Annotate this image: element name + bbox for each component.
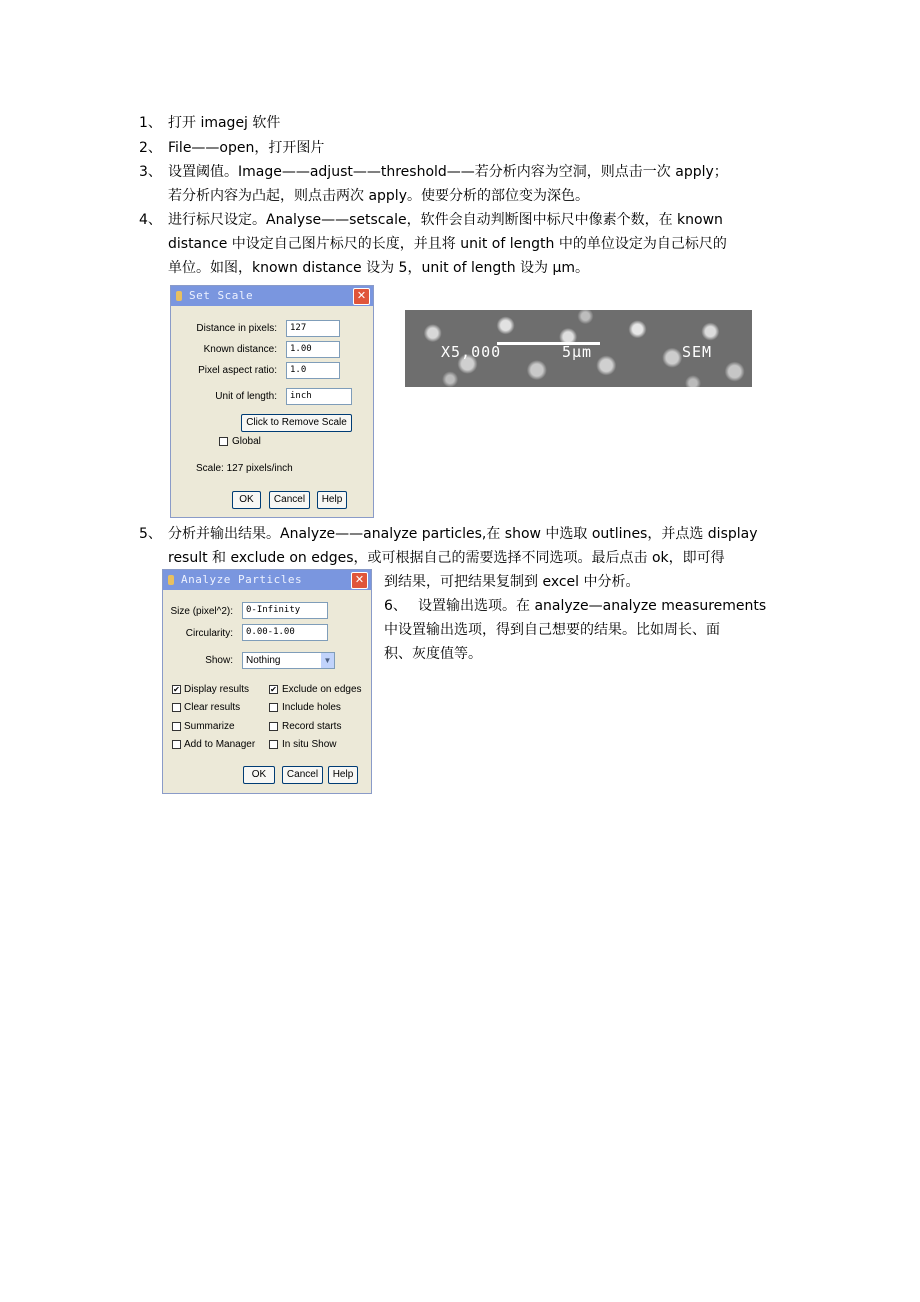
step-2-number: 2、 bbox=[139, 140, 162, 156]
aspect-ratio-field[interactable]: 1.0 bbox=[286, 362, 340, 379]
aspect-ratio-label: Pixel aspect ratio: bbox=[198, 365, 277, 376]
summarize-label: Summarize bbox=[184, 721, 235, 732]
add-to-manager-label: Add to Manager bbox=[184, 739, 256, 750]
exclude-on-edges-checkbox[interactable]: ✔ bbox=[270, 685, 277, 694]
ok-button[interactable]: OK bbox=[232, 491, 261, 509]
step-4-text-line2: distance 中设定自己图片标尺的长度，并且将 unit of length 中的单位设定为自己标尺的 bbox=[168, 236, 727, 252]
sem-magnification: X5,000 bbox=[441, 343, 502, 361]
chevron-down-icon: ▼ bbox=[321, 653, 334, 668]
step-6-text-line3: 积、灰度值等。 bbox=[384, 646, 482, 662]
show-select-value: Nothing bbox=[246, 655, 281, 666]
step-1-number: 1、 bbox=[139, 115, 162, 131]
analyze-particles-dialog bbox=[162, 569, 372, 794]
sem-image bbox=[405, 310, 752, 387]
analyze-particles-titlebar[interactable] bbox=[163, 570, 371, 590]
display-results-label: Display results bbox=[184, 684, 250, 695]
record-starts-checkbox[interactable] bbox=[269, 722, 278, 731]
global-checkbox[interactable] bbox=[219, 437, 228, 446]
unit-field[interactable]: inch bbox=[286, 388, 352, 405]
step-1-text: 打开 imagej 软件 bbox=[168, 115, 281, 131]
cancel-button[interactable]: Cancel bbox=[282, 766, 323, 784]
set-scale-dialog bbox=[170, 285, 374, 518]
help-button[interactable]: Help bbox=[317, 491, 347, 509]
in-situ-show-checkbox[interactable] bbox=[269, 740, 278, 749]
step-5-text-line1: 分析并输出结果。Analyze——analyze particles,在 show 中选取 outlines，并点选 display bbox=[168, 526, 758, 542]
summarize-checkbox[interactable] bbox=[172, 722, 181, 731]
record-starts-label: Record starts bbox=[282, 721, 342, 732]
remove-scale-button[interactable]: Click to Remove Scale bbox=[241, 414, 352, 432]
java-icon bbox=[168, 575, 174, 585]
step-4-text-line3: 单位。如图，known distance 设为 5，unit of length 设为 μm。 bbox=[168, 260, 590, 276]
size-field[interactable]: 0-Infinity bbox=[242, 602, 328, 619]
show-select[interactable] bbox=[242, 652, 335, 669]
close-icon[interactable]: ✕ bbox=[353, 288, 370, 305]
step-2-text: File——open，打开图片 bbox=[168, 140, 325, 156]
scale-text: Scale: 127 pixels/inch bbox=[196, 463, 293, 474]
step-5-text-line3: 到结果，可把结果复制到 excel 中分析。 bbox=[384, 574, 640, 590]
step-4-text-line1: 进行标尺设定。Analyse——setscale，软件会自动判断图中标尺中像素个数，在 known bbox=[168, 212, 723, 228]
add-to-manager-checkbox[interactable] bbox=[172, 740, 181, 749]
step-3-text-line1: 设置阈值。Image——adjust——threshold——若分析内容为空洞，则点击一次 apply； bbox=[168, 164, 728, 180]
analyze-particles-title: Analyze Particles bbox=[181, 573, 303, 586]
known-distance-label: Known distance: bbox=[203, 344, 277, 355]
sem-mode-label: SEM bbox=[682, 343, 713, 361]
clear-results-label: Clear results bbox=[184, 702, 241, 713]
help-button[interactable]: Help bbox=[328, 766, 358, 784]
java-icon bbox=[176, 291, 182, 301]
include-holes-checkbox[interactable] bbox=[269, 703, 278, 712]
step-6-number: 6、 bbox=[384, 598, 407, 614]
close-icon[interactable]: ✕ bbox=[351, 572, 368, 589]
unit-label: Unit of length: bbox=[215, 391, 277, 402]
global-label: Global bbox=[232, 436, 261, 447]
sem-scale-label: 5μm bbox=[562, 343, 593, 361]
circularity-field[interactable]: 0.00-1.00 bbox=[242, 624, 328, 641]
step-6-text-line2: 中设置输出选项，得到自己想要的结果。比如周长、面 bbox=[384, 622, 720, 638]
display-results-checkbox[interactable]: ✔ bbox=[173, 685, 180, 694]
step-5-number: 5、 bbox=[139, 526, 162, 542]
in-situ-show-label: In situ Show bbox=[282, 739, 337, 750]
ok-button[interactable]: OK bbox=[243, 766, 275, 784]
distance-field[interactable]: 127 bbox=[286, 320, 340, 337]
exclude-on-edges-label: Exclude on edges bbox=[282, 684, 362, 695]
known-distance-field[interactable]: 1.00 bbox=[286, 341, 340, 358]
show-label: Show: bbox=[205, 655, 233, 666]
set-scale-titlebar[interactable] bbox=[171, 286, 373, 306]
set-scale-title: Set Scale bbox=[189, 289, 254, 302]
circularity-label: Circularity: bbox=[185, 628, 233, 639]
step-4-number: 4、 bbox=[139, 212, 162, 228]
include-holes-label: Include holes bbox=[282, 702, 341, 713]
step-3-text-line2: 若分析内容为凸起，则点击两次 apply。使要分析的部位变为深色。 bbox=[168, 188, 589, 204]
step-6-text-line1: 设置输出选项。在 analyze—analyze measurements bbox=[418, 598, 767, 614]
step-5-text-line2: result 和 exclude on edges，或可根据自己的需要选择不同选项。最后点击 ok，即可得 bbox=[168, 550, 725, 566]
step-3-number: 3、 bbox=[139, 164, 162, 180]
clear-results-checkbox[interactable] bbox=[172, 703, 181, 712]
distance-label: Distance in pixels: bbox=[196, 323, 277, 334]
cancel-button[interactable]: Cancel bbox=[269, 491, 310, 509]
size-label: Size (pixel^2): bbox=[170, 606, 233, 617]
